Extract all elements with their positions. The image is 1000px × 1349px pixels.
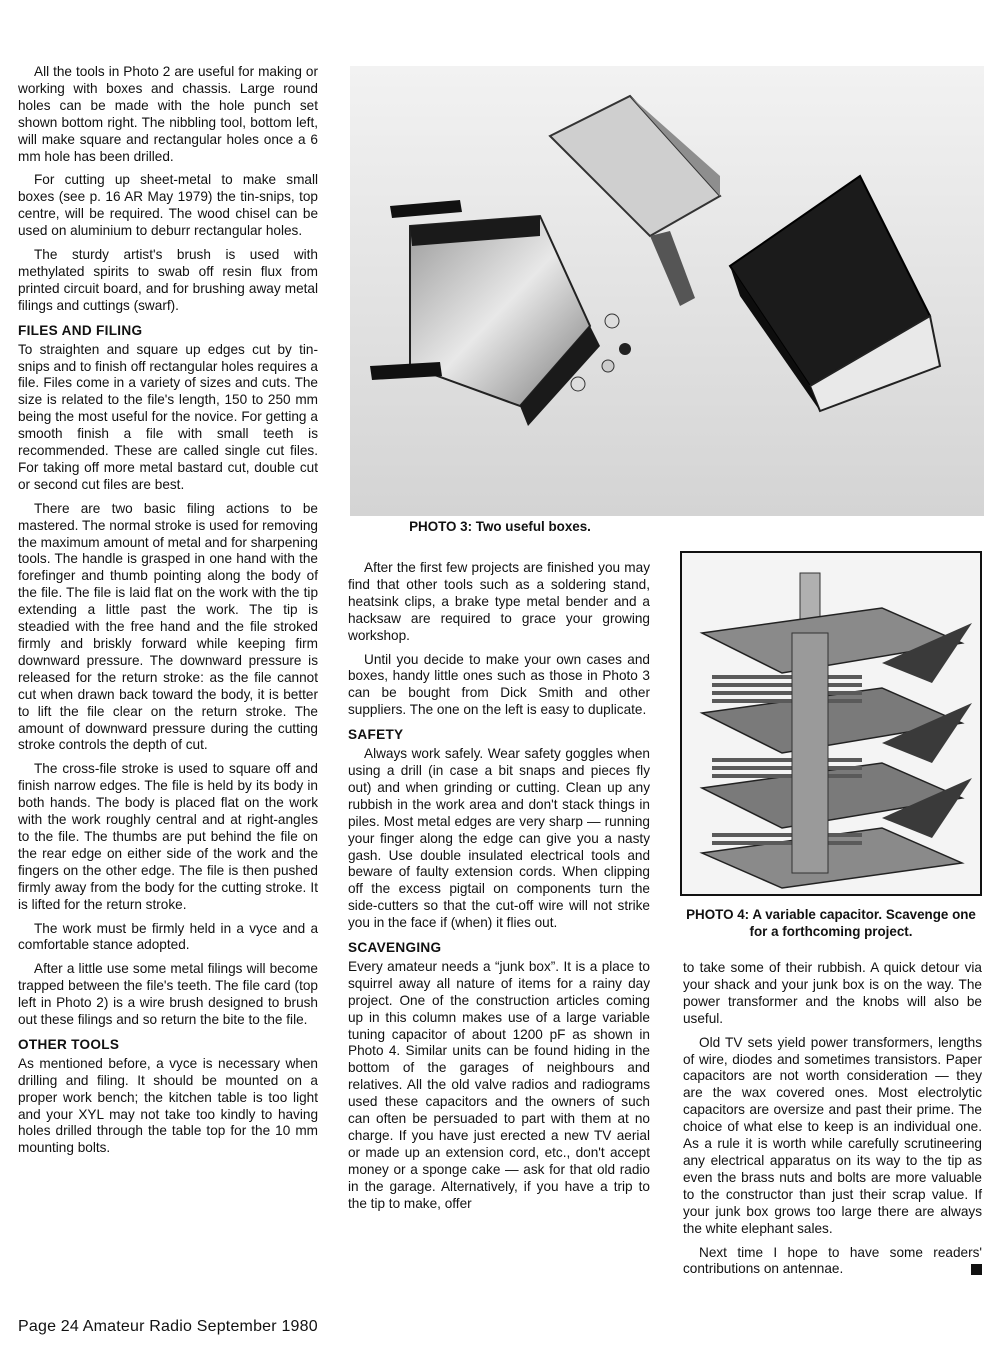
paragraph: Every amateur needs a “junk box”. It is a place to squirrel away all nature of items for a rainy day project. One of the construction articles coming up in this column makes use of a large variable tuning capacitor of about 1200 pF as shown in Photo 4. Similar units can be found hiding in the bottom of the garages of neighbours and relatives. All the old valve radios and radiograms used these capacitors and the owners of such can often be persuaded to part with them at no charge. If you have just erected a new TV aerial or made up an extension cord, etc., don't accept money or a sponge cake — ask for that old radio in the garage. Alternatively, if you have a trip to the tip to make, offer [348,958,650,1211]
paragraph: For cutting up sheet-metal to make small boxes (see p. 16 AR May 1979) the tin-snips, top centre, will be required. The wood chisel can be used on aluminium to deburr rectangular holes. [18,172,318,239]
paragraph: As mentioned before, a vyce is necessary when drilling and filing. It should be mounted on a proper work bench; the kitchen table is too light and your XYL may not take too kindly to having holes drilled through the table top for the 10 mm mounting bolts. [18,1055,318,1156]
paragraph: Always work safely. Wear safety goggles when using a drill (in case a bit snaps and pieces fly out) and when grinding or cutting. Clean up any rubbish in the work area and don't stack things in piles. Most metal edges are very sharp — running your finger along the edge can give you a nasty gash. Use double insulated electrical tools and beware of faulty extension cords. When clipping off the excess pigtail on components turn the side-cutters so that the cut-off wire will not strike you in the face if (when) it flies out. [348,746,650,931]
variable-capacitor-photo-icon [682,553,980,894]
end-of-article-icon [971,1264,982,1275]
paragraph: to take some of their rubbish. A quick detour via your shack and your junk box is on the way. The power transformer and the knobs will also be useful. [683,960,982,1026]
section-heading-safety: SAFETY [348,727,404,743]
section-heading-other-tools: OTHER TOOLS [18,1036,120,1052]
paragraph: There are two basic filing actions to be mastered. The normal stroke is used for removing the maximum amount of metal and for sharpening tools. The handle is grasped in one hand with the forefinger and thumb pointing along the body of the file. The file is laid flat on the work with the tip extending a little past the work. The tip is steadied with the free hand and the file stroked firmly and briskly forward while keeping firm downward pressure. The downward pressure is released for the return stroke: as the file cannot cut when drawn back toward the body, it is better to lift the file clear on the return stroke. The amount of downward pressure during the cutting stroke controls the depth of cut. [18,500,318,753]
paragraph: The sturdy artist's brush is used with methylated spirits to swab off resin flux from printed circuit board, and for brushing away metal filings and cuttings (swarf). [18,247,318,313]
paragraph: After a little use some metal filings will become trapped between the file's teeth. The file card (top left in Photo 2) is a wire brush designed to brush out these filings and so return the bite to the file. [18,961,318,1028]
paragraph: Until you decide to make your own cases and boxes, handy little ones such as those in Photo 3 can be bought from Dick Smith and other suppliers. The one on the left is easy to duplicate. [348,651,650,718]
paragraph-text: Next time I hope to have some readers' contributions on antennae. [683,1244,982,1277]
paragraph: All the tools in Photo 2 are useful for making or working with boxes and chassis. Large round holes can be made with the hole punch set shown bottom right. The nibbling tool, bottom left, will make square and rectangular holes once a 6 mm hole has been drilled. [18,64,318,164]
metal-boxes-photo-icon [350,66,984,516]
photo-4 [680,551,982,896]
column-middle [348,560,650,1220]
paragraph: The cross-file stroke is used to square off and finish narrow edges. The file is held by its body in both hands. The body is placed flat on the work with the work roughly central and at right-angles to the file. The thumbs are put behind the file on the rear edge on either side of the work and the fingers on the other edge. The file is then pushed firmly away from the body for the cutting stroke. It is lifted for the return stroke. [18,761,318,912]
paragraph: To straighten and square up edges cut by tin-snips and to finish off rectangular holes requires a file. Files come in a variety of sizes and cuts. The size is related to the file's length, 150 to 250 mm being the most useful for the novice. For getting a smooth finish a file with small teeth is recommended. These are called single cut files. For taking off more metal bastard cut, double cut or second cut files are best. [18,341,318,492]
paragraph-last [683,1245,982,1279]
photo-3 [350,66,984,516]
page-footer: Page 24 Amateur Radio September 1980 [18,1318,318,1335]
section-heading-files: FILES AND FILING [18,322,143,338]
column-right [683,960,982,1285]
paragraph: The work must be firmly held in a vyce and a comfortable stance adopted. [18,920,318,953]
photo-4-caption: PHOTO 4: A variable capacitor. Scavenge one for a forthcoming project. [686,907,976,939]
photo-3-caption: PHOTO 3: Two useful boxes. [409,519,591,534]
paragraph: Old TV sets yield power transformers, lengths of wire, diodes and sometimes transistors. Paper capacitors are not worth consideration — they are the wax covered ones. Most electrolytic capacitors are oversize and past their prime. The choice of what else to keep is an individual one. As a rule it is worth while carefully scrutineering any electrical apparatus on its way to the tip as even the brass nuts and bolts are more valuable to the constructor than just their scrap value. If your junk box grows too large there are always the white elephant sales. [683,1034,982,1236]
column-left [18,64,318,1164]
section-heading-scavenging: SCAVENGING [348,940,442,956]
paragraph: After the first few projects are finished you may find that other tools such as a soldering stand, heatsink clips, a brake type metal bender and a hacksaw are required to grace your growing workshop. [348,560,650,643]
